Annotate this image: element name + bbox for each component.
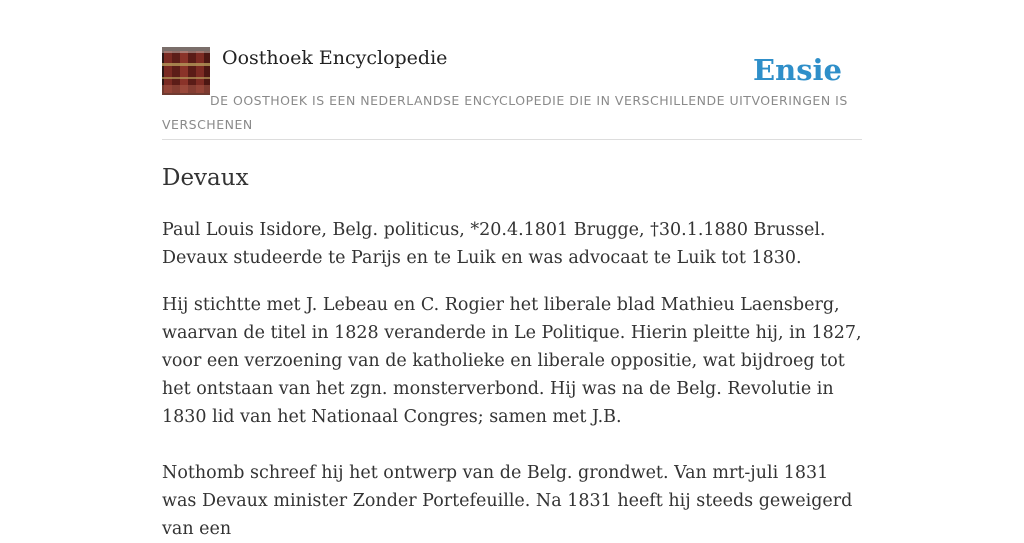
site-logo[interactable]	[162, 47, 210, 95]
article-paragraph: Paul Louis Isidore, Belg. politicus, *20.4.1801 Brugge, †30.1.1880 Brussel. Devaux studeerde te Parijs en te Luik en was advocaat te Luik tot 1830.	[162, 220, 826, 268]
article-paragraph: Hij stichtte met J. Lebeau en C. Rogier het liberale blad Mathieu Laensberg, waarvan de titel in 1828 veranderde in Le Politique. Hierin pleitte hij, in 1827, voor een verzoening van de katholieke en liberale oppositie, wat bijdroeg tot het ontstaan van het zgn. monsterverbond. Hij was na de Belg. Revolutie in 1830 lid van het Nationaal Congres; samen met J.B.	[162, 295, 862, 427]
site-header	[162, 0, 862, 140]
header-divider	[162, 139, 862, 140]
article-paragraph: Nothomb schreef hij het ontwerp van de Belg. grondwet. Van mrt-juli 1831 was Devaux minister Zonder Portefeuille. Na 1831 heeft hij steeds geweigerd van een	[162, 463, 853, 539]
encyclopedia-books-icon	[162, 47, 210, 95]
site-title[interactable]: Oosthoek Encyclopedie	[222, 47, 448, 69]
site-tagline: DE OOSTHOEK IS EEN NEDERLANDSE ENCYCLOPEDIE DIE IN VERSCHILLENDE UITVOERINGEN IS VERSCHENEN	[162, 93, 848, 132]
brand-logo-text[interactable]: Ensie	[753, 53, 842, 87]
page	[162, 0, 862, 539]
article-title: Devaux	[162, 165, 249, 191]
